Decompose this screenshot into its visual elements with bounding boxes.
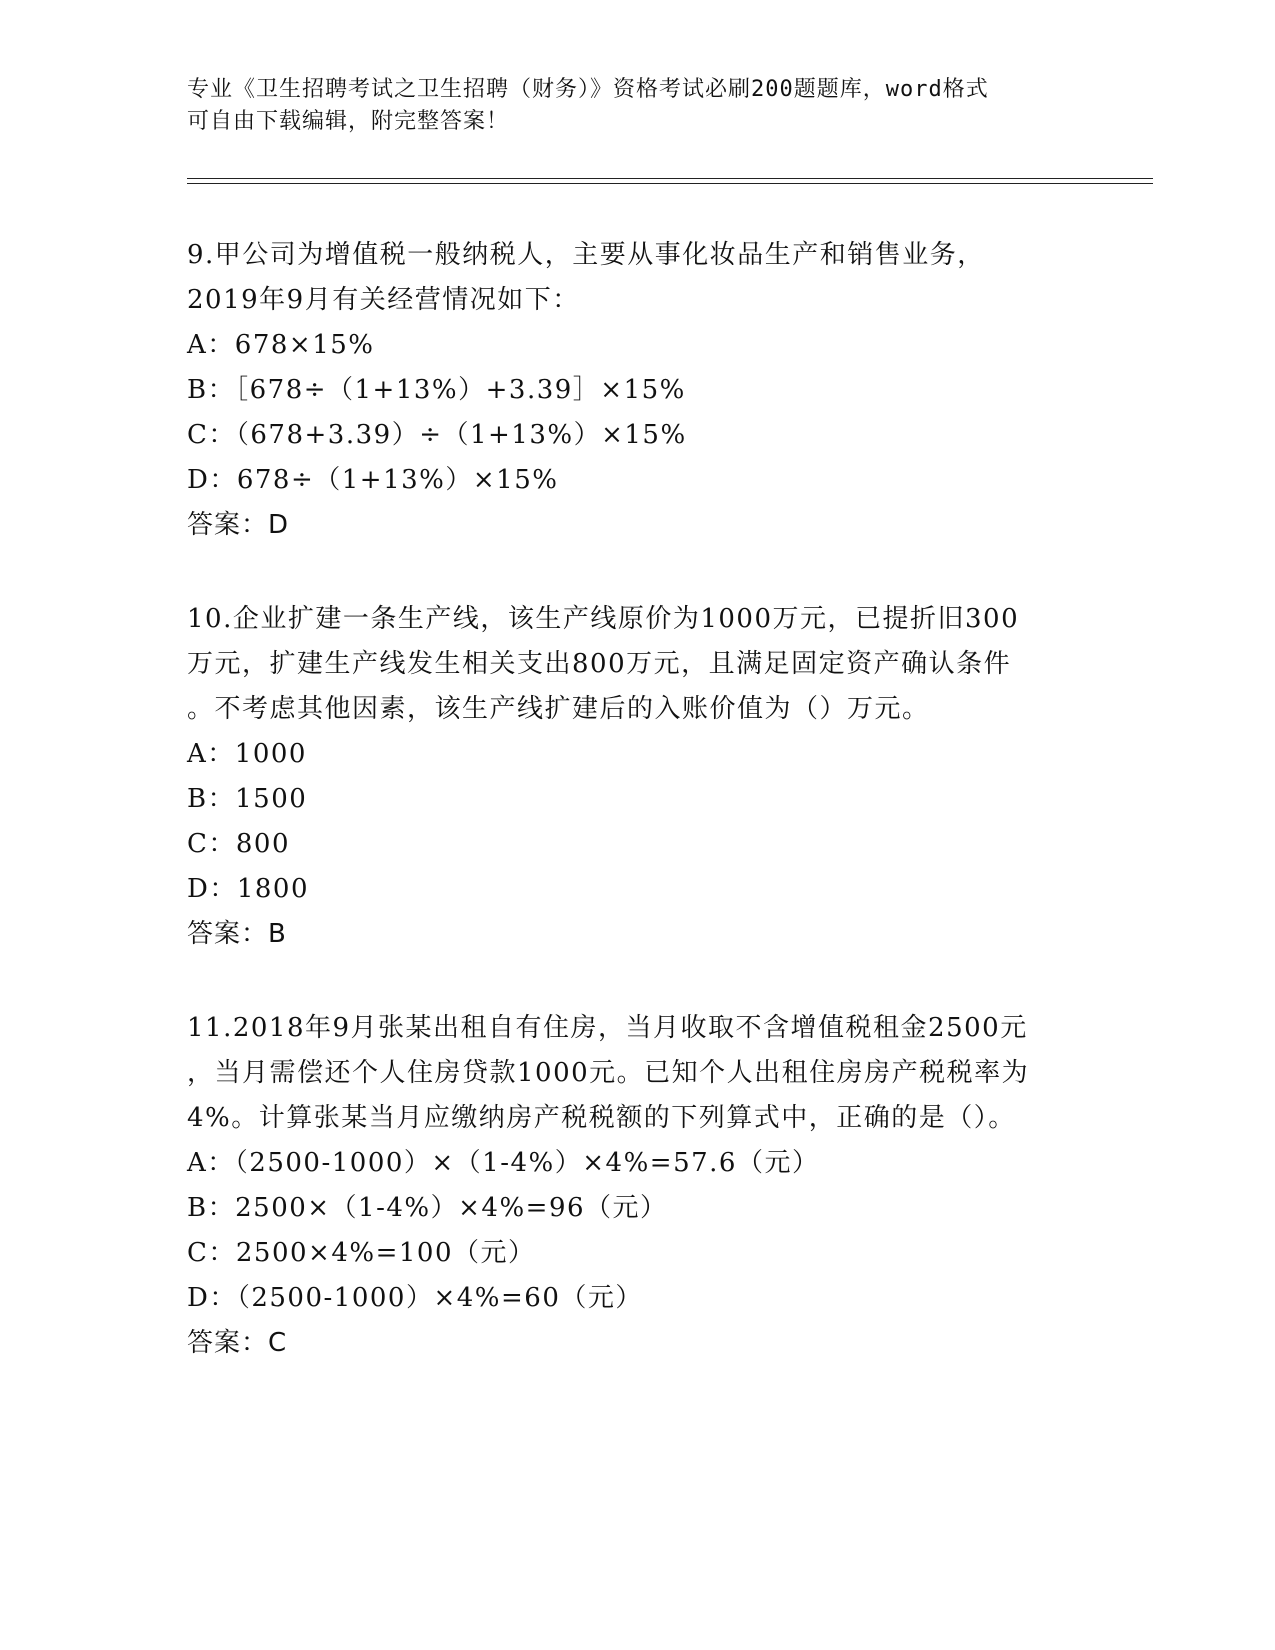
document-header: [187, 74, 1067, 138]
question-stem: [187, 233, 1087, 323]
option-a: A：1000: [187, 739, 307, 769]
answer: 答案：B: [187, 919, 287, 949]
question-stem-line: 11.2018年9月张某出租自有住房，当月收取不含增值税租金2500元: [187, 1013, 1028, 1043]
header-line: 可自由下载编辑，附完整答案！: [187, 109, 510, 134]
option-d: D：678÷（1+13%）×15%: [187, 465, 559, 495]
question-11: [187, 1006, 1087, 1366]
option-a: A：678×15%: [187, 330, 375, 360]
question-stem: [187, 1006, 1087, 1141]
option-b: B：［678÷（1+13%）+3.39］×15%: [187, 375, 686, 405]
answer: 答案：D: [187, 510, 290, 540]
answer: 答案：C: [187, 1328, 288, 1358]
option-c: C：800: [187, 829, 291, 859]
option-c: C：（678+3.39）÷（1+13%）×15%: [187, 420, 687, 450]
option-c: C：2500×4%=100（元）: [187, 1238, 536, 1268]
question-stem-line: ，当月需偿还个人住房贷款1000元。已知个人出租住房房产税税率为: [187, 1058, 1030, 1088]
question-stem-line: 9.甲公司为增值税一般纳税人，主要从事化妆品生产和销售业务，: [187, 240, 985, 270]
option-d: D：1800: [187, 874, 310, 904]
question-stem-line: 10.企业扩建一条生产线，该生产线原价为1000万元，已提折旧300: [187, 604, 1020, 634]
question-stem-line: 万元，扩建生产线发生相关支出800万元，且满足固定资产确认条件: [187, 649, 1012, 679]
question-stem-line: 2019年9月有关经营情况如下：: [187, 285, 580, 315]
question-10: [187, 597, 1087, 957]
header-divider-top: [187, 178, 1153, 179]
question-stem-line: 。不考虑其他因素，该生产线扩建后的入账价值为（）万元。: [187, 694, 930, 724]
question-stem-line: 4%。计算张某当月应缴纳房产税税额的下列算式中，正确的是（）。: [187, 1103, 1016, 1133]
question-9: [187, 233, 1087, 548]
option-b: B：1500: [187, 784, 308, 814]
option-a: A：（2500-1000）×（1-4%）×4%=57.6（元）: [187, 1148, 820, 1178]
header-divider-bottom: [187, 183, 1153, 184]
option-d: D：（2500-1000）×4%=60（元）: [187, 1283, 643, 1313]
question-stem: [187, 597, 1087, 732]
option-b: B：2500×（1-4%）×4%=96（元）: [187, 1193, 668, 1223]
header-line: 专业《卫生招聘考试之卫生招聘（财务）》资格考试必刷200题题库，word格式: [187, 77, 989, 102]
